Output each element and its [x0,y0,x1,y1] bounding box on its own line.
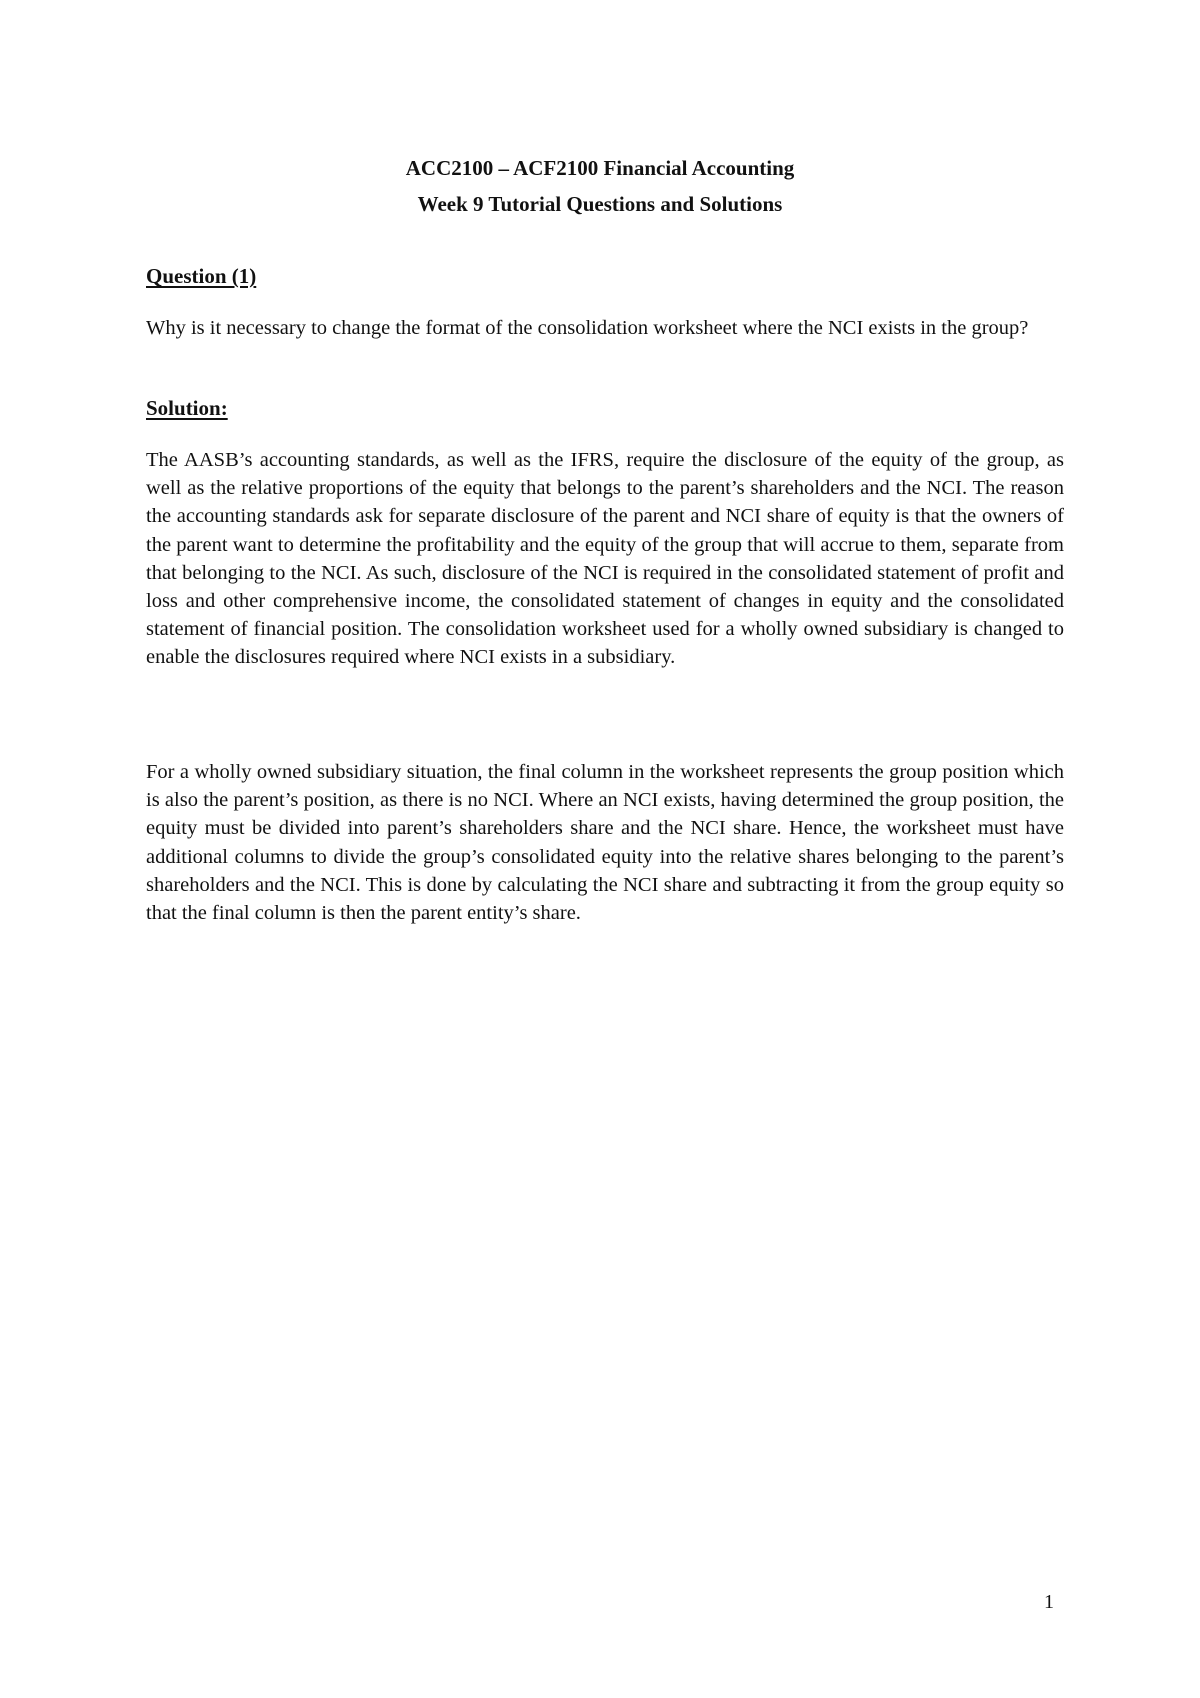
solution-paragraph-2: For a wholly owned subsidiary situation, the final column in the worksheet represents the group position which is also the parent’s position, as there is no NCI. Where an NCI exists, having determined the group position, the equity must be divided into parent’s shareholders share and the NCI share. Hence, the worksheet must have additional columns to divide the group’s consolidated equity into the relative shares belonging to the parent’s shareholders and the NCI. This is done by calculating the NCI share and subtracting it from the group equity so that the final column is then the parent entity’s share. [146,761,1064,925]
document-title: ACC2100 – ACF2100 Financial Accounting [405,156,795,180]
page-number: 1 [1044,1591,1054,1613]
question-heading: Question (1) [146,264,257,288]
solution-heading: Solution: [146,396,228,420]
solution-paragraph-1: The AASB’s accounting standards, as well as the IFRS, require the disclosure of the equity of the group, as well as the relative proportions of the equity that belongs to the parent’s shareholders and the NCI. The reason the accounting standards ask for separate disclosure of the parent and NCI share of equity is that the owners of the parent want to determine the profitability and the equity of the group that will accrue to them, separate from that belonging to the NCI. As such, disclosure of the NCI is required in the consolidated statement of profit and loss and other comprehensive income, the consolidated statement of changes in equity and the consolidated statement of financial position. The consolidation worksheet used for a wholly owned subsidiary is changed to enable the disclosures required where NCI exists in a subsidiary. [146,449,1064,669]
question-text: Why is it necessary to change the format of the consolidation worksheet where the NCI exists in the group? [146,317,1029,339]
document-subtitle: Week 9 Tutorial Questions and Solutions [417,192,783,216]
